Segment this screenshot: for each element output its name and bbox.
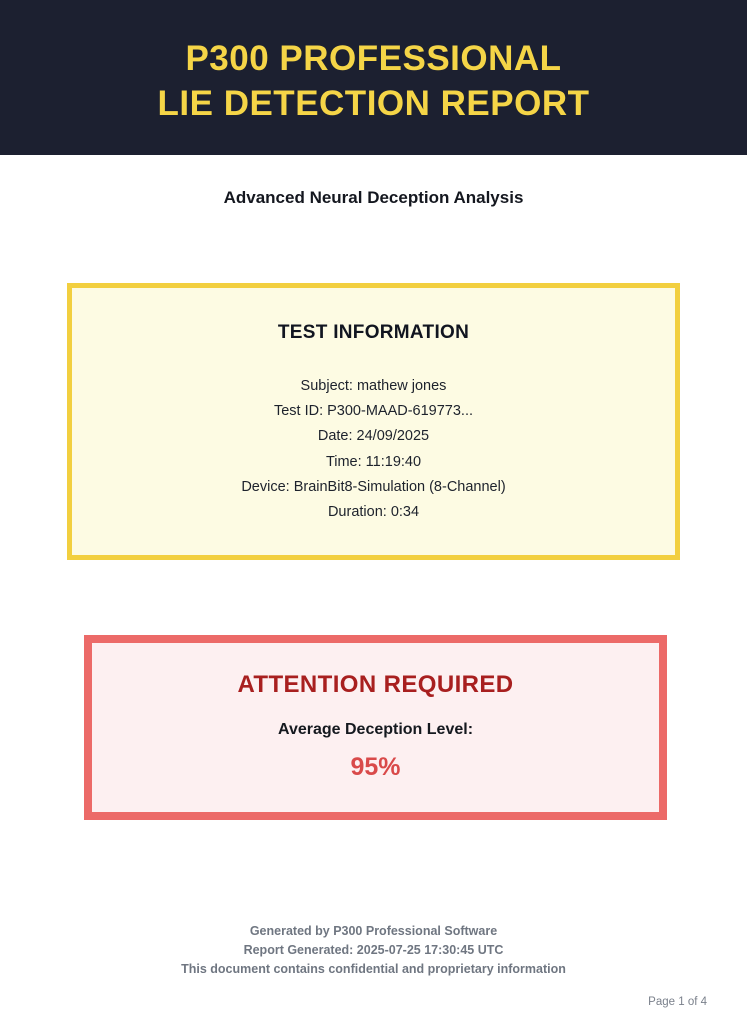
report-header	[0, 0, 747, 155]
test-info-time: Time: 11:19:40	[325, 453, 422, 470]
test-info-subject: Subject: mathew jones	[300, 378, 447, 394]
footer-confidentiality-notice: This document contains confidential and proprietary information	[181, 962, 566, 976]
test-info-test-id: Test ID: P300-MAAD-619773...	[273, 403, 474, 420]
alert-title: ATTENTION REQUIRED	[237, 671, 514, 698]
test-information-title: TEST INFORMATION	[277, 322, 470, 343]
test-info-duration: Duration: 0:34	[327, 504, 420, 521]
average-deception-value: 95%	[350, 753, 401, 781]
test-information-card	[67, 283, 680, 560]
attention-required-card	[84, 635, 667, 820]
report-title-line-2: LIE DETECTION REPORT	[157, 83, 590, 123]
test-info-date: Date: 24/09/2025	[317, 428, 430, 445]
test-info-device: Device: BrainBit8-Simulation (8-Channel)	[241, 478, 506, 495]
report-footer	[0, 922, 747, 979]
average-deception-label: Average Deception Level:	[277, 721, 474, 738]
report-title-line-1: P300 PROFESSIONAL	[185, 38, 562, 78]
footer-generated-by: Generated by P300 Professional Software	[249, 924, 498, 938]
report-subtitle: Advanced Neural Deception Analysis	[223, 188, 524, 207]
footer-generated-at: Report Generated: 2025-07-25 17:30:45 UTC	[243, 943, 504, 957]
page-number: Page 1 of 4	[648, 996, 707, 1008]
